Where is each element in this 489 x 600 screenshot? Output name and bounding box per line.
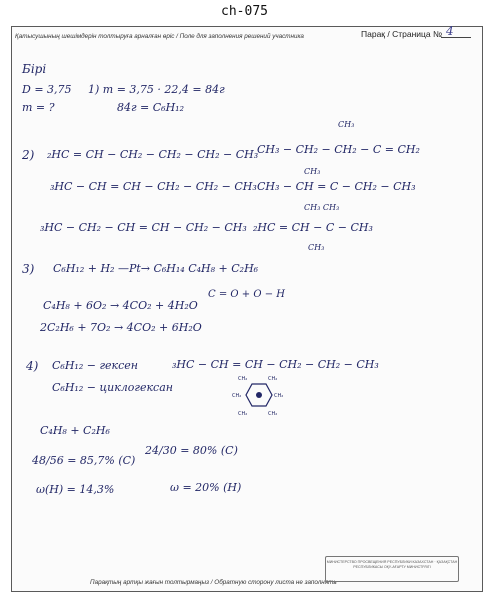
svg-text:CH₂: CH₂ (238, 376, 248, 382)
final-formula: C₄H₈ + C₂H₆ (40, 424, 110, 437)
task4-chain: ₃HC − CH = CH − CH₂ − CH₂ − CH₃ (172, 358, 379, 371)
page-number: 4 (446, 24, 454, 38)
isomer-6-branch-bottom: CH₃ (308, 243, 325, 252)
document-code: ch-075 (221, 4, 268, 19)
svg-text:CH₂: CH₂ (268, 376, 278, 382)
task1-calc: 1) m = 3,75 · 22,4 = 84г (88, 83, 225, 96)
isomer-1: ₂HC = CH − CH₂ − CH₂ − CH₂ − CH₃ (47, 148, 259, 161)
page-number-underline (441, 37, 471, 38)
task4-label: 4) (26, 359, 39, 373)
isomer-2: ₃HC − CH = CH − CH₂ − CH₂ − CH₃ (50, 180, 257, 193)
carbon-fraction-1: 48/56 = 85,7% (C) (32, 454, 136, 467)
task3-label: 3) (22, 262, 35, 276)
task2-label: 2) (22, 148, 35, 162)
official-stamp: МИНИСТЕРСТВО ПРОСВЕЩЕНИЯ РЕСПУБЛИКИ КАЗАХСТАН · ҚАЗАҚСТАН РЕСПУБЛИКАСЫ ОҚУ-АҒАРТУ МИНИСТРЛІГІ (325, 556, 459, 582)
isomer-4-branch: CH₃ (338, 120, 355, 129)
task3-reaction: C₆H₁₂ + H₂ —Pt→ C₆H₁₄ C₄H₈ + C₂H₆ (53, 262, 259, 275)
svg-text:CH₂: CH₂ (232, 393, 242, 399)
svg-text:CH₂: CH₂ (238, 411, 248, 417)
given-title: Бірі (22, 62, 47, 76)
task1-formula: 84г = C₆H₁₂ (117, 101, 185, 114)
given-density: D = 3,75 (22, 83, 72, 96)
task4-hexene: C₆H₁₂ − гексен (52, 359, 139, 372)
hydrogen-fraction-2: ω = 20% (H) (170, 481, 242, 494)
carbon-fraction-2: 24/30 = 80% (C) (145, 444, 238, 457)
page-label: Парақ / Страница № (361, 29, 443, 39)
sheet-header-label: Қатысушының шешімдерін толтыруға арналған өріс / Поле для заполнения решений участника (15, 33, 304, 40)
isomer-6: ₂HC = CH − C − CH₃ (253, 221, 373, 234)
isomer-5: CH₃ − CH = C − CH₂ − CH₃ (257, 180, 416, 193)
task3-structure: C = O + O − H (208, 289, 285, 300)
task3-equation-1: C₄H₈ + 6O₂ → 4CO₂ + 4H₂O (43, 299, 198, 312)
isomer-3: ₃HC − CH₂ − CH = CH − CH₂ − CH₃ (40, 221, 247, 234)
isomer-6-branch-top: CH₃ CH₃ (304, 203, 340, 212)
isomer-5-branch: CH₃ (304, 167, 321, 176)
given-unknown: m = ? (22, 101, 55, 114)
svg-text:CH₂: CH₂ (274, 393, 284, 399)
cyclohexane-sketch (232, 372, 292, 418)
svg-text:CH₂: CH₂ (268, 411, 278, 417)
hydrogen-fraction-1: ω(H) = 14,3% (36, 483, 115, 496)
task3-equation-2: 2C₂H₆ + 7O₂ → 4CO₂ + 6H₂O (40, 321, 202, 334)
footer-note: Парақтың артқы жағын толтырмаңыз / Обратную сторону листа не заполнять (90, 579, 337, 586)
task4-cyclohexane: C₆H₁₂ − циклогексан (52, 381, 174, 394)
isomer-4: CH₃ − CH₂ − CH₂ − C = CH₂ (257, 143, 420, 156)
